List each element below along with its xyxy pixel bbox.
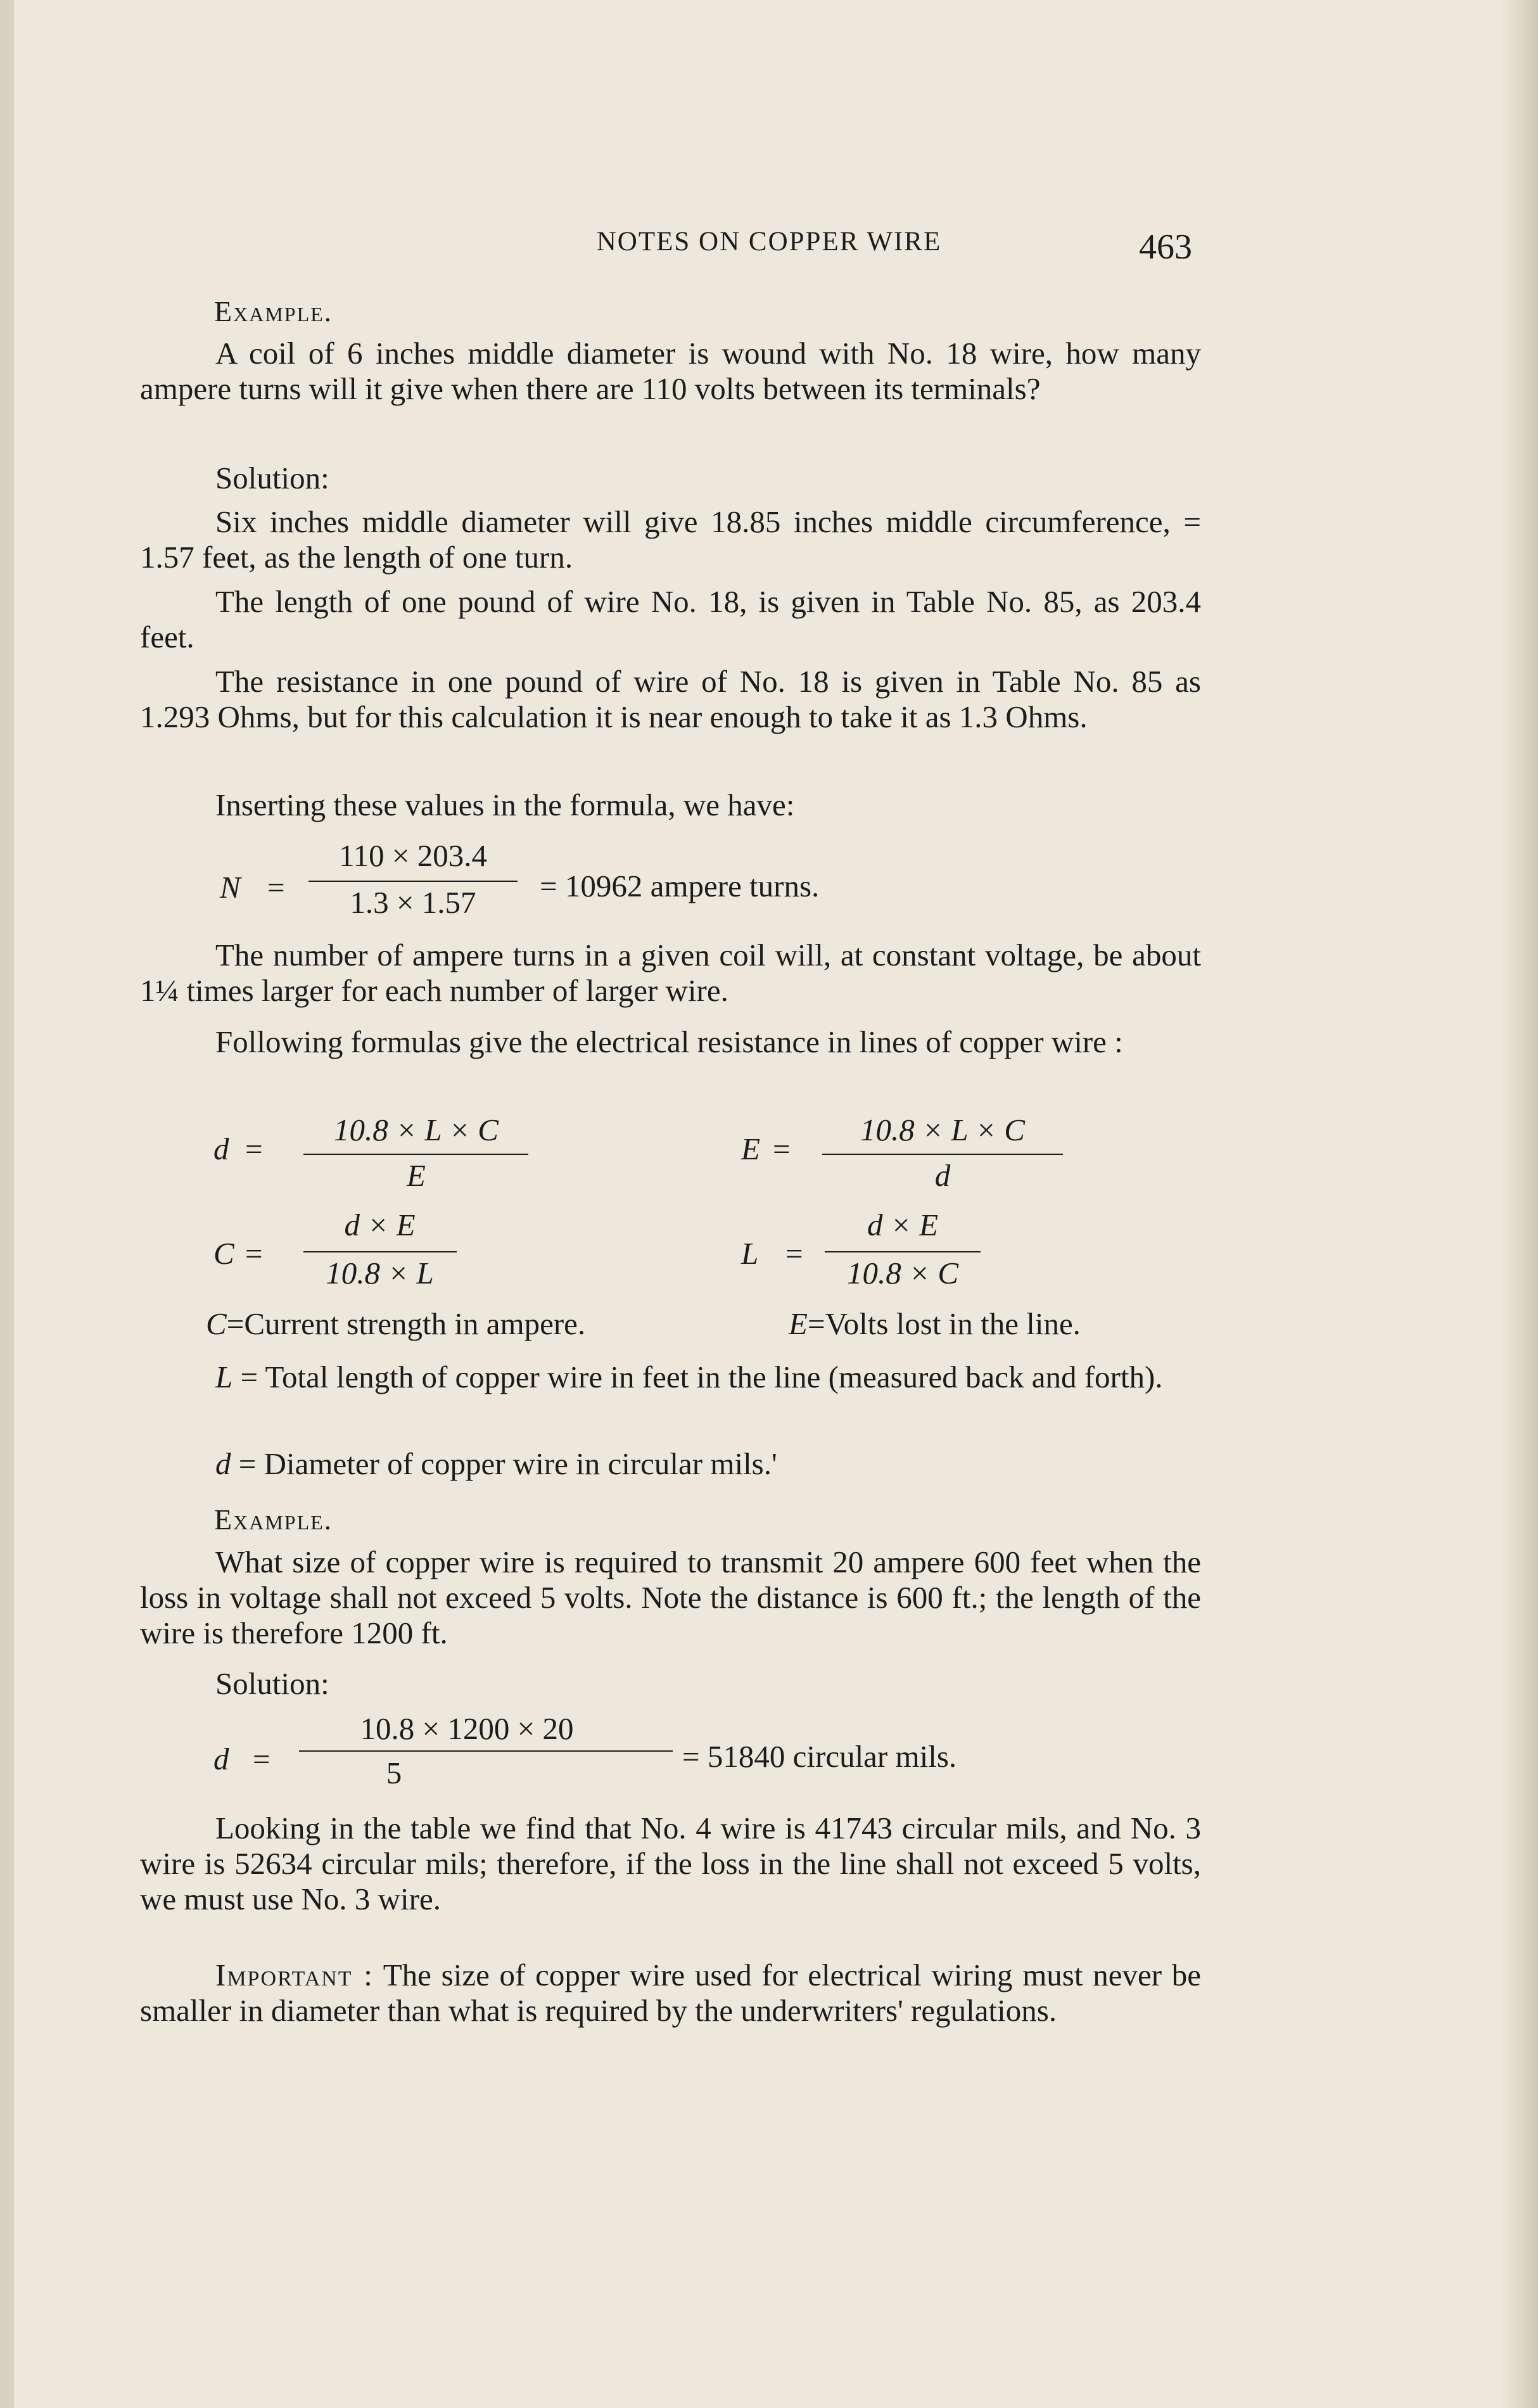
formula-numerator: d × E — [344, 1207, 416, 1242]
page-left-edge — [0, 0, 14, 2408]
example-question: What size of copper wire is required to transmit 20 ampere 600 feet when the loss in voltage shall not exceed 5 volts. Note the distance is 600 ft.; the length of the wire is therefore 1200 ft. — [140, 1545, 1201, 1650]
formula-ampere-turns — [220, 838, 980, 926]
definition-text: = Total length of copper wire in feet in the line (measured back and forth). — [232, 1360, 1163, 1394]
formula-numerator: d × E — [867, 1207, 938, 1242]
formula-numerator: 10.8 × L × C — [860, 1112, 1025, 1147]
formula-denominator: 1.3 × 1.57 — [350, 885, 476, 920]
formula-denominator: 10.8 × L — [326, 1256, 434, 1290]
page-right-edge — [1500, 0, 1538, 2408]
important-label: Important : — [215, 1958, 374, 1992]
fraction-bar — [822, 1154, 1063, 1155]
paragraph: Six inches middle diameter will give 18.85 inches middle circumference, = 1.57 feet, as the length of one turn. — [140, 504, 1201, 575]
important-text: The size of copper wire used for electrical wiring must never be smaller in diameter than what is required by the underwriters' regulations. — [140, 1958, 1201, 2028]
formula-lhs: C — [213, 1236, 234, 1271]
formula-lhs: d — [213, 1131, 229, 1166]
formula-eq: = — [245, 1236, 263, 1271]
formula-lhs: d — [213, 1742, 229, 1776]
formula-denominator: d — [934, 1158, 951, 1193]
definition-C: =Current strength in ampere. — [226, 1306, 586, 1341]
paragraph: The resistance in one pound of wire of No. 18 is given in Table No. 85 as 1.293 Ohms, but for this calculation it is near enough to take it as 1.3 Ohms. — [140, 664, 1201, 734]
formula-denominator: 5 — [386, 1755, 402, 1790]
formula-d — [213, 1112, 594, 1201]
paragraph: The number of ampere turns in a given coil will, at constant voltage, be about 1¼ times larger for each number of larger wire. — [140, 938, 1201, 1008]
formula-eq: = — [773, 1131, 791, 1166]
formula-C — [213, 1207, 594, 1296]
formula-circular-mils — [213, 1710, 1037, 1806]
paragraph: The length of one pound of wire No. 18, is given in Table No. 85, as 203.4 feet. — [140, 584, 1201, 654]
definition-d — [140, 1446, 1201, 1482]
paragraph: Inserting these values in the formula, we have: — [215, 787, 795, 822]
fraction-bar — [303, 1154, 528, 1155]
solution-label: Solution: — [215, 1666, 329, 1701]
solution-label: Solution: — [215, 461, 329, 495]
formula-result: = 51840 circular mils. — [682, 1739, 957, 1774]
definition-text: = Diameter of copper wire in circular mils.' — [231, 1446, 777, 1481]
formula-lhs: E — [741, 1131, 760, 1166]
paragraph: Looking in the table we find that No. 4 wire is 41743 circular mils, and No. 3 wire is 52634 circular mils; therefore, if the loss in the line shall not exceed 5 volts, we must use No. 3 wire. — [140, 1811, 1201, 1916]
formula-lhs: L — [741, 1236, 759, 1271]
symbol-d: d — [215, 1446, 231, 1481]
running-title: NOTES ON COPPER WIRE — [596, 227, 942, 257]
formula-eq: = — [267, 870, 285, 905]
formula-denominator: E — [407, 1158, 426, 1193]
symbol-L: L — [215, 1360, 233, 1394]
definition-E: =Volts lost in the line. — [807, 1306, 1081, 1341]
fraction-bar — [825, 1251, 981, 1252]
symbol-C: C — [206, 1306, 227, 1341]
formula-lhs: N — [220, 870, 241, 905]
paragraph: Following formulas give the electrical resistance in lines of copper wire : — [215, 1024, 1123, 1059]
example-question: A coil of 6 inches middle diameter is wound with No. 18 wire, how many ampere turns will it give when there are 110 volts between its terminals? — [140, 336, 1201, 406]
important-note — [140, 1958, 1201, 2029]
formula-result: = 10962 ampere turns. — [540, 869, 820, 903]
fraction-bar — [303, 1251, 457, 1252]
formula-numerator: 110 × 203.4 — [338, 838, 488, 873]
example-heading: Example. — [214, 295, 333, 328]
symbol-E: E — [789, 1306, 808, 1341]
formula-L — [741, 1207, 1121, 1296]
formula-E — [741, 1112, 1121, 1201]
fraction-bar — [308, 881, 518, 882]
formula-eq: = — [785, 1236, 803, 1271]
fraction-bar — [299, 1750, 673, 1752]
formula-numerator: 10.8 × 1200 × 20 — [360, 1711, 574, 1746]
formula-numerator: 10.8 × L × C — [334, 1112, 499, 1147]
formula-eq: = — [253, 1742, 270, 1776]
example-heading: Example. — [214, 1503, 333, 1536]
formula-denominator: 10.8 × C — [847, 1256, 958, 1290]
definition-line-C-E — [206, 1306, 1201, 1342]
definition-L — [140, 1360, 1201, 1395]
formula-eq: = — [245, 1131, 263, 1166]
page-number: 463 — [1139, 227, 1192, 267]
